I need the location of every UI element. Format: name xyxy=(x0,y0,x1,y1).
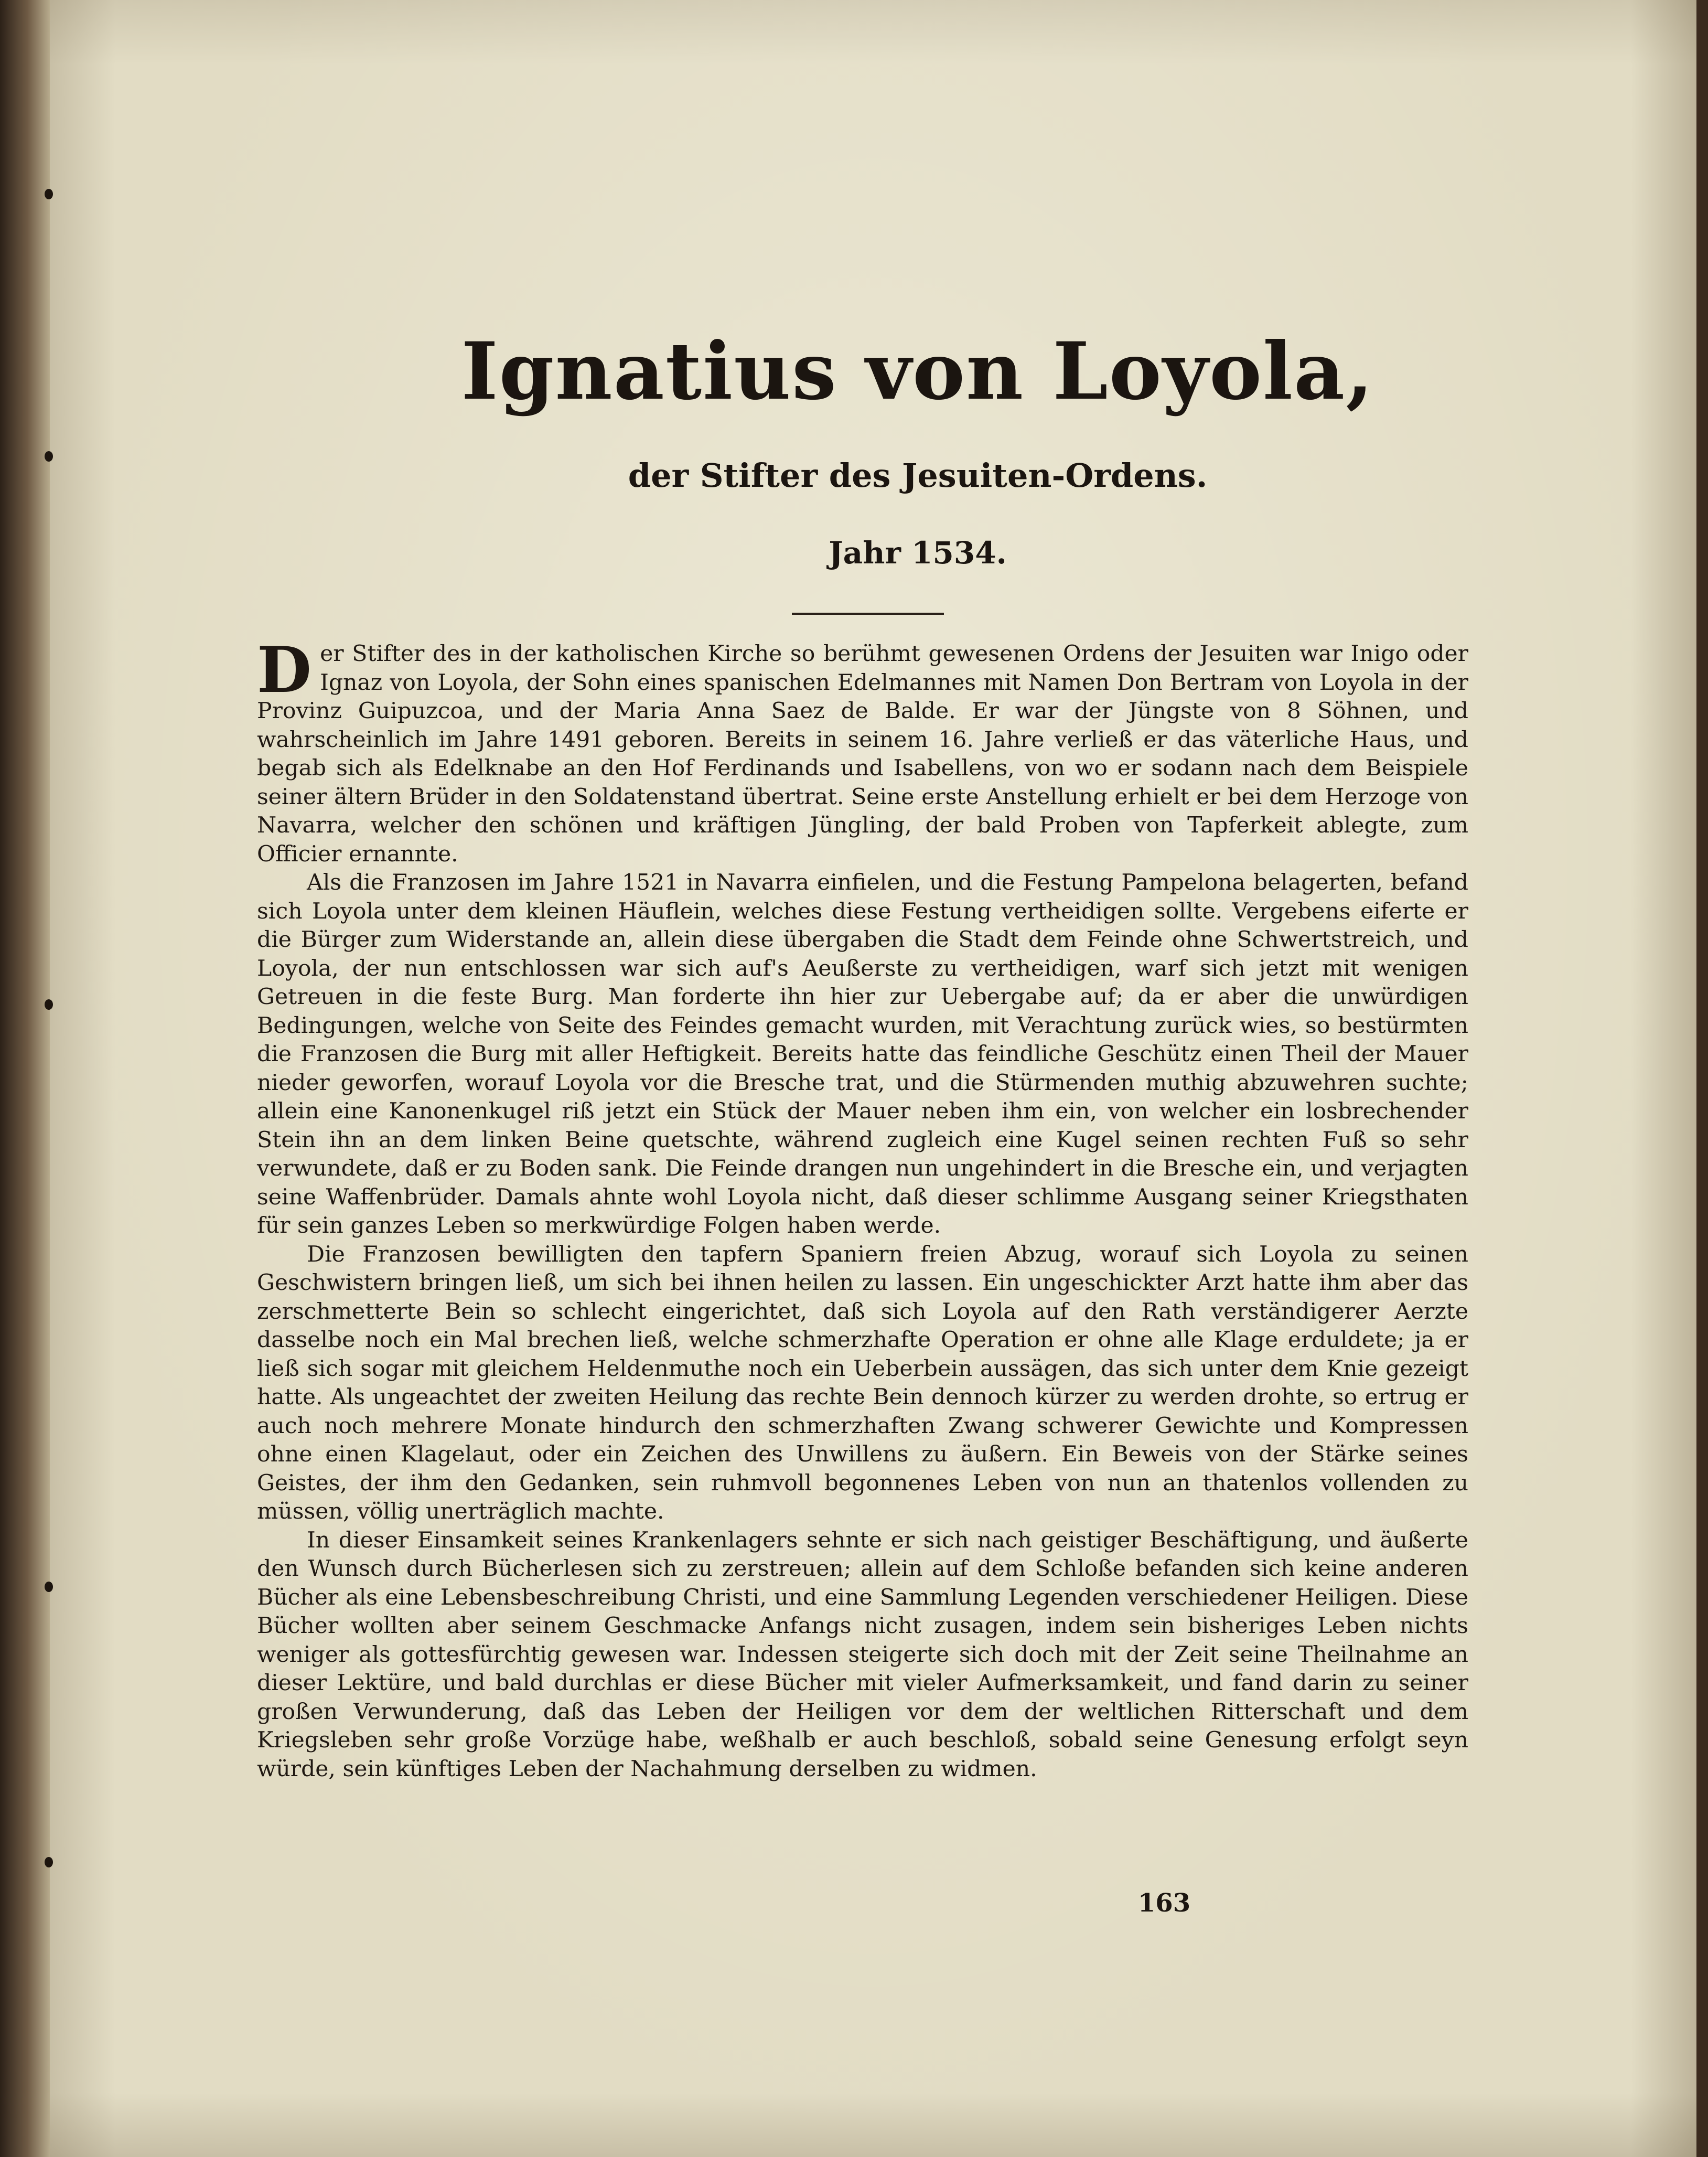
article-subtitle: der Stifter des Jesuiten-Ordens. xyxy=(628,456,1208,495)
page-right-edge xyxy=(1696,0,1708,2157)
binding-hole xyxy=(45,1857,53,1867)
binding-hole xyxy=(45,999,53,1010)
paragraph-1-text: er Stifter des in der katholischen Kirche so berühmt gewesenen Ordens der Jesuiten war Inigo oder Ignaz von Loyola, der Sohn eines spanischen Edelmannes mit Namen Don Bertram von Loyola in der Provinz Guipuzcoa, und der Maria Anna Saez de Balde. Er war der Jüngste von 8 Söhnen, und wahrscheinlich im Jahre 1491 geboren. Bereits in seinem 16. Jahre verließ er das väterliche Haus, und begab sich als Edelknabe an den Hof Ferdinands und Isabellens, von wo er sodann nach dem Beispiele seiner ältern Brüder in den Soldatenstand übertrat. Seine erste Anstellung erhielt er bei dem Herzoge von Navarra, welcher den schönen und kräftigen Jüngling, der bald Proben von Tapferkeit ablegte, zum Officier ernannte. xyxy=(257,641,1468,867)
drop-cap: D xyxy=(257,633,312,707)
book-binding-edge xyxy=(0,0,50,2157)
paragraph-4: In dieser Einsamkeit seines Krankenlagers sehnte er sich nach geistiger Beschäftigung, und äußerte den Wunsch durch Bücherlesen sich zu zerstreuen; allein auf dem Schloße befanden sich keine anderen Bücher als eine Lebensbeschreibung Christi, und eine Sammlung Legenden verschiedener Heiligen. Diese Bücher wollten aber seinem Geschmacke Anfangs nicht zusagen, indem sein bisheriges Leben nichts weniger als gottesfürchtig gewesen war. Indessen steigerte sich doch mit der Zeit seine Theilnahme an dieser Lektüre, und bald durchlas er diese Bücher mit vieler Aufmerksamkeit, und fand darin zu seiner großen Verwunderung, daß das Leben der Heiligen vor dem der weltlichen Ritterschaft und dem Kriegsleben sehr große Vorzüge habe, weßhalb er auch beschloß, sobald seine Genesung erfolgt seyn würde, sein künftiges Leben der Nachahmung derselben zu widmen. xyxy=(257,1527,1468,1782)
binding-hole xyxy=(45,1582,53,1592)
paragraph-3: Die Franzosen bewilligten den tapfern Spaniern freien Abzug, worauf sich Loyola zu seinen Geschwistern bringen ließ, um sich bei ihnen heilen zu lassen. Ein ungeschickter Arzt hatte ihm aber das zerschmetterte Bein so schlecht eingerichtet, daß sich Loyola auf den Rath verständigerer Aerzte dasselbe noch ein Mal brechen ließ, welche schmerzhafte Operation er ohne alle Klage erduldete; ja er ließ sich sogar mit gleichem Heldenmuthe noch ein Ueberbein aussägen, das sich unter dem Knie gezeigt hatte. Als ungeachtet der zweiten Heilung das rechte Bein dennoch kürzer zu werden drohte, so ertrug er auch noch mehrere Monate hindurch den schmerzhaften Zwang schwerer Gewichte und Kompressen ohne einen Klagelaut, oder ein Zeichen des Unwillens zu äußern. Ein Beweis von der Stärke seines Geistes, der ihm den Gedanken, sein ruhmvoll begonnenes Leben von nun an thatenlos vollenden zu müssen, völlig unerträglich machte. xyxy=(257,1241,1468,1524)
binding-hole xyxy=(45,451,53,462)
binding-hole xyxy=(45,189,53,199)
article-title: Ignatius von Loyola, xyxy=(461,325,1374,418)
paragraph-2: Als die Franzosen im Jahre 1521 in Navarra einfielen, und die Festung Pampelona belagerten, befand sich Loyola unter dem kleinen Häuflein, welches diese Festung vertheidigen sollte. Vergebens eiferte er die Bürger zum Widerstande an, allein diese übergaben die Stadt dem Feinde ohne Schwertstreich, und Loyola, der nun entschlossen war sich auf's Aeußerste zu vertheidigen, warf sich jetzt mit wenigen Getreuen in die feste Burg. Man forderte ihn hier zur Uebergabe auf; da er aber die unwürdigen Bedingungen, welche von Seite des Feindes gemacht wurden, mit Verachtung zurück wies, so bestürmten die Franzosen die Burg mit aller Heftigkeit. Bereits hatte das feindliche Geschütz einen Theil der Mauer nieder geworfen, worauf Loyola vor die Bresche trat, und die Stürmenden muthig abzuwehren suchte; allein eine Kanonenkugel riß jetzt ein Stück der Mauer neben ihm ein, von welcher ein losbrechender Stein ihn an dem linken Beine quetschte, während zugleich eine Kugel seinen rechten Fuß so sehr verwundete, daß er zu Boden sank. Die Feinde drangen nun ungehindert in die Bresche ein, und verjagten seine Waffenbrüder. Damals ahnte wohl Loyola nicht, daß dieser schlimme Ausgang seiner Kriegsthaten für sein ganzes Leben so merkwürdige Folgen haben werde. xyxy=(257,870,1468,1238)
page-number: 163 xyxy=(1137,1888,1191,1918)
paragraph-1 xyxy=(257,633,1468,869)
title-divider xyxy=(792,613,944,615)
article-body xyxy=(257,633,1468,1784)
article-year: Jahr 1534. xyxy=(829,535,1007,571)
